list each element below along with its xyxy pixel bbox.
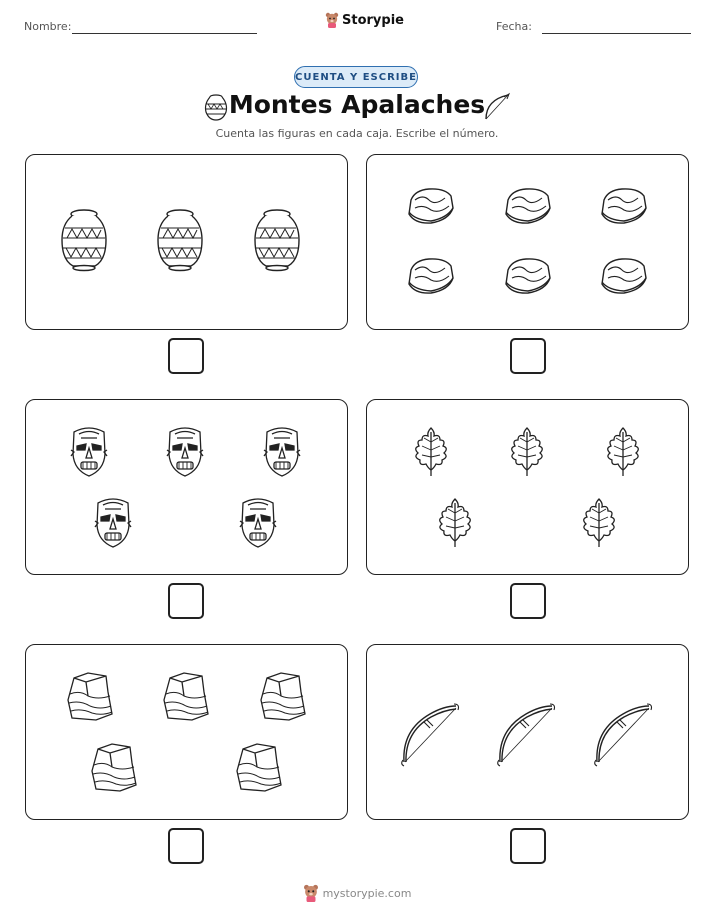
rock-icon	[259, 670, 307, 722]
meat-icon	[405, 254, 457, 298]
meat-icon	[502, 254, 554, 298]
pot-icon	[59, 208, 109, 272]
name-field[interactable]	[72, 33, 257, 34]
name-label: Nombre:	[24, 20, 72, 33]
answer-box-leaves[interactable]	[510, 583, 546, 619]
date-label: Fecha:	[496, 20, 532, 33]
meat-icon	[405, 184, 457, 228]
pot-icon	[155, 208, 205, 272]
answer-box-rocks[interactable]	[168, 828, 204, 864]
meat-icon	[502, 184, 554, 228]
brand-name: Storypie	[342, 12, 404, 28]
bow-icon	[482, 92, 512, 122]
mask-icon	[164, 424, 206, 478]
oak-leaf-icon	[578, 495, 620, 549]
bow-icon	[496, 700, 558, 768]
mask-icon	[92, 495, 134, 549]
answer-box-meat[interactable]	[510, 338, 546, 374]
footer	[0, 884, 714, 902]
page-title: Montes Apalaches	[228, 90, 486, 119]
rock-icon	[235, 741, 283, 793]
mask-icon	[237, 495, 279, 549]
bow-icon	[593, 700, 655, 768]
mask-icon	[68, 424, 110, 478]
footer-url: mystorypie.com	[322, 886, 412, 900]
answer-box-bows[interactable]	[510, 828, 546, 864]
rock-icon	[162, 670, 210, 722]
answer-box-masks[interactable]	[168, 583, 204, 619]
brand-logo	[325, 12, 404, 28]
meat-icon	[598, 184, 650, 228]
rock-icon	[66, 670, 114, 722]
answer-box-pots[interactable]	[168, 338, 204, 374]
activity-badge: CUENTA Y ESCRIBE	[294, 66, 418, 88]
oak-leaf-icon	[410, 424, 452, 478]
oak-leaf-icon	[602, 424, 644, 478]
pot-icon	[252, 208, 302, 272]
bow-icon	[400, 700, 462, 768]
instructions: Cuenta las figuras en cada caja. Escribe el número.	[215, 127, 499, 140]
mask-icon	[261, 424, 303, 478]
bear-icon	[325, 12, 339, 28]
meat-icon	[598, 254, 650, 298]
count-box-meat	[366, 154, 689, 330]
oak-leaf-icon	[434, 495, 476, 549]
rock-icon	[90, 741, 138, 793]
oak-leaf-icon	[506, 424, 548, 478]
bear-icon	[303, 884, 319, 902]
date-field[interactable]	[542, 33, 691, 34]
